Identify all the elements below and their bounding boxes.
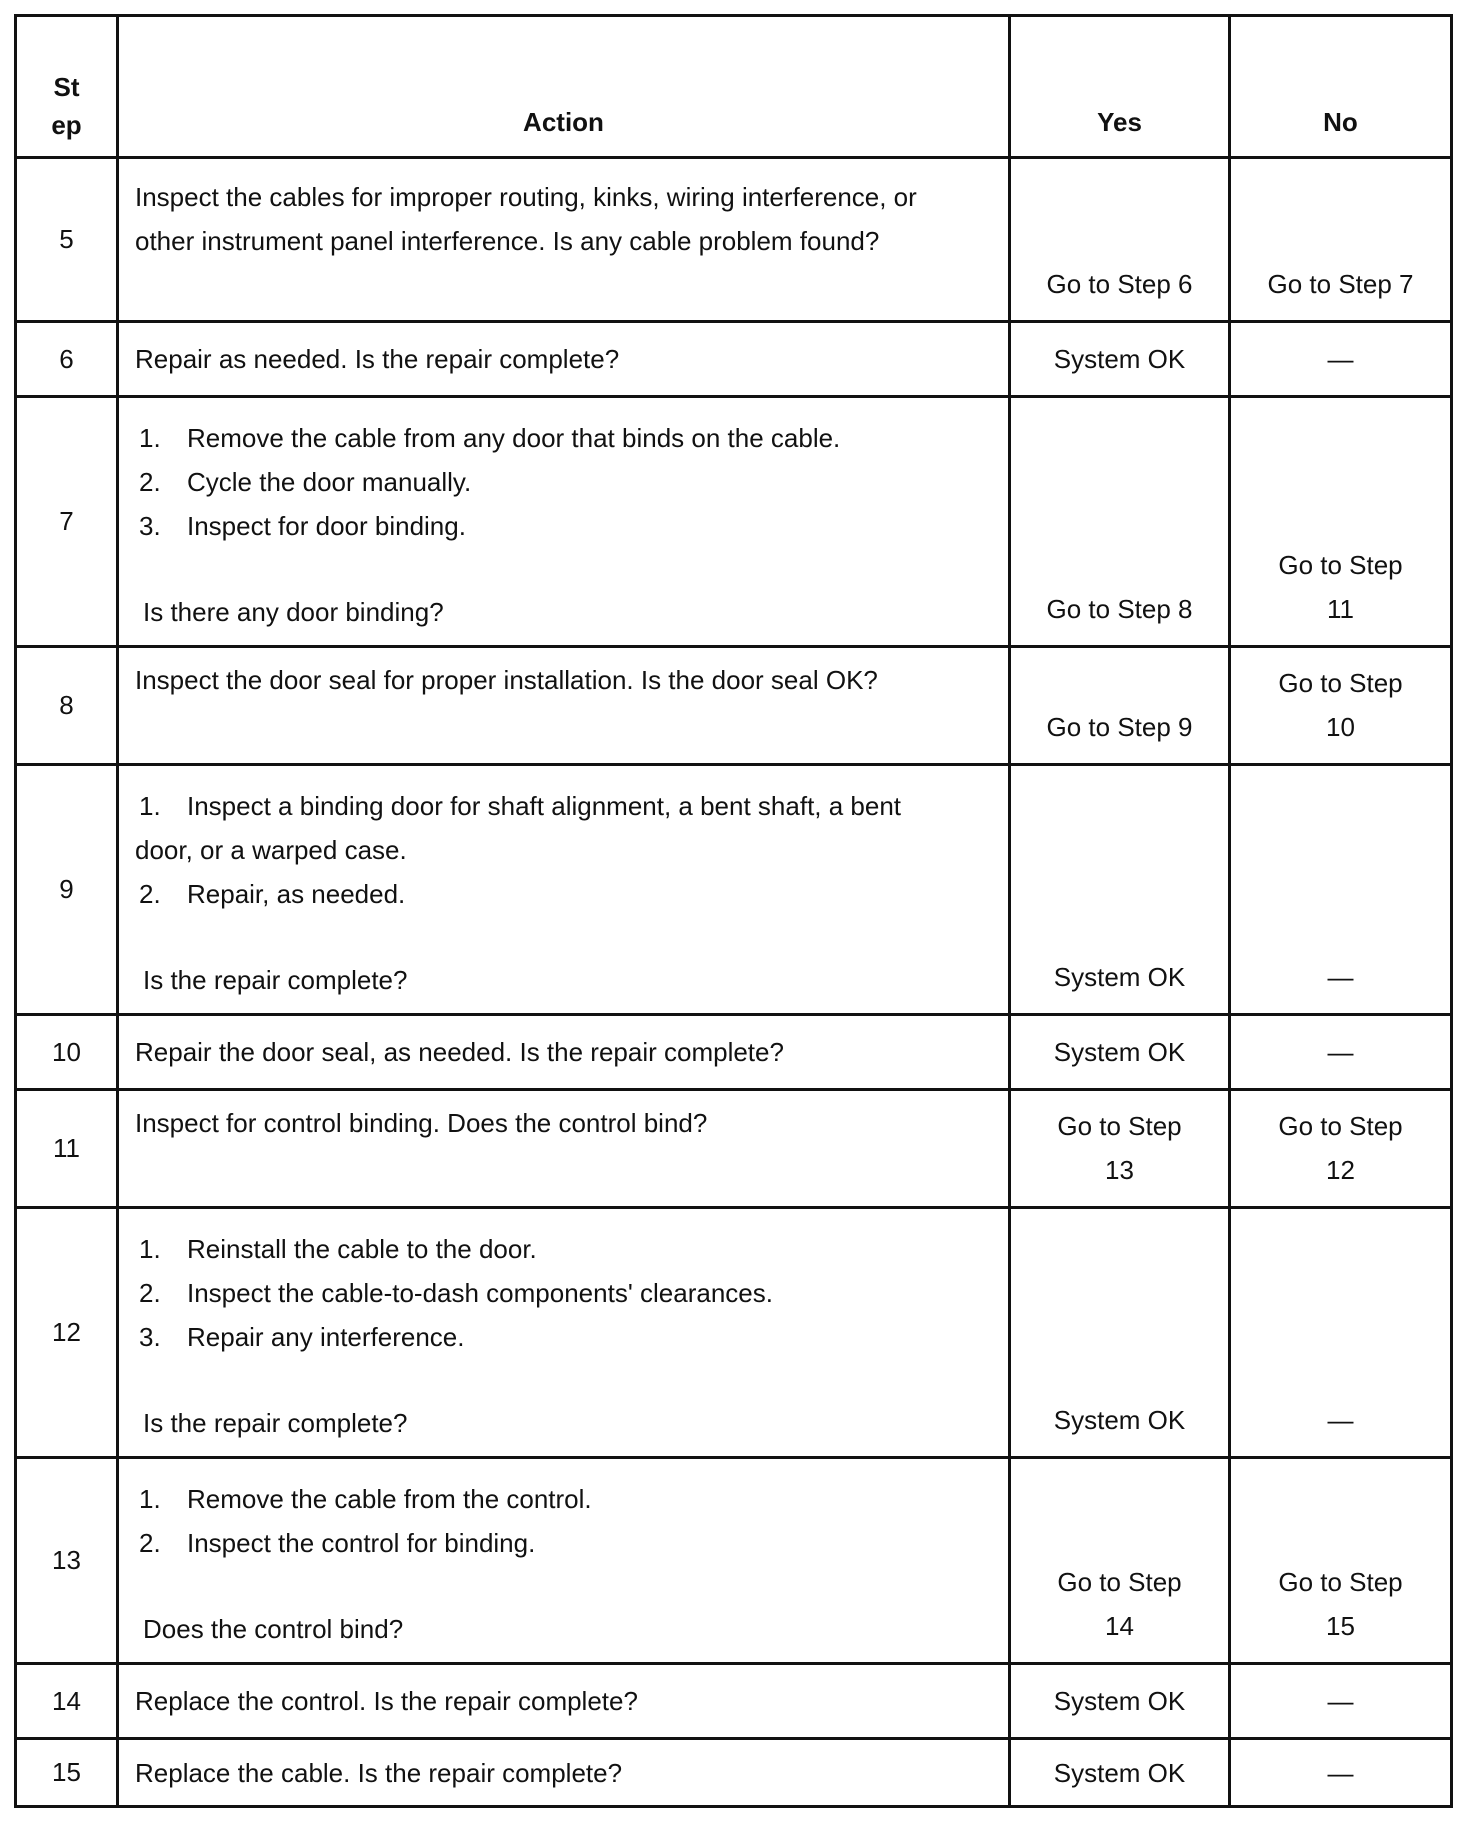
- yes-result: Go to Step 13: [1010, 1090, 1230, 1208]
- header-no: No: [1230, 16, 1452, 158]
- action-steps: [135, 1227, 992, 1359]
- yes-result: Go to Step 8: [1010, 397, 1230, 647]
- step-number: 14: [16, 1664, 118, 1739]
- action-question: Is the repair complete?: [143, 1408, 408, 1438]
- action-text: [118, 158, 1010, 322]
- step-number: 12: [16, 1208, 118, 1458]
- no-result: Go to Step 7: [1230, 158, 1452, 322]
- yes-result: System OK: [1010, 1739, 1230, 1807]
- yes-result: Go to Step 14: [1010, 1458, 1230, 1664]
- action-text: [118, 397, 1010, 647]
- table-row: [16, 1090, 1452, 1208]
- no-result: —: [1230, 322, 1452, 397]
- action-text: [118, 1208, 1010, 1458]
- action-question: Is there any door binding?: [143, 597, 444, 627]
- step-number: 9: [16, 765, 118, 1015]
- step-number: 10: [16, 1015, 118, 1090]
- no-result: —: [1230, 1739, 1452, 1807]
- step-number: 13: [16, 1458, 118, 1664]
- action-text: Inspect for control binding. Does the control bind?: [118, 1090, 1010, 1208]
- header-action: Action: [118, 16, 1010, 158]
- list-item: 3. Inspect for door binding.: [139, 511, 466, 541]
- no-result: —: [1230, 1015, 1452, 1090]
- action-text: Inspect the door seal for proper installation. Is the door seal OK?: [118, 647, 1010, 765]
- step-number: 6: [16, 322, 118, 397]
- step-number: 5: [16, 158, 118, 322]
- header-step-label: St ep: [51, 72, 82, 140]
- step-number: 8: [16, 647, 118, 765]
- action-question: Is the repair complete?: [143, 965, 408, 995]
- table-row: [16, 322, 1452, 397]
- table-row: [16, 1208, 1452, 1458]
- action-question: Does the control bind?: [143, 1614, 404, 1644]
- table-row: [16, 1015, 1452, 1090]
- yes-result: Go to Step 9: [1010, 647, 1230, 765]
- list-item: 2. Cycle the door manually.: [139, 467, 472, 497]
- list-item: 2. Repair, as needed.: [139, 879, 406, 909]
- action-text: Repair the door seal, as needed. Is the repair complete?: [118, 1015, 1010, 1090]
- action-steps: [135, 1477, 992, 1565]
- step-number: 7: [16, 397, 118, 647]
- action-paragraph: Inspect the cables for improper routing, kinks, wiring interference, or other instrument panel interference. Is any cable problem found?: [135, 182, 917, 256]
- table-row: [16, 1458, 1452, 1664]
- list-item: 1. Remove the cable from any door that binds on the cable.: [139, 423, 841, 453]
- action-text: Replace the control. Is the repair complete?: [118, 1664, 1010, 1739]
- step-number: 11: [16, 1090, 118, 1208]
- no-result: —: [1230, 1664, 1452, 1739]
- yes-result: System OK: [1010, 1015, 1230, 1090]
- yes-result: System OK: [1010, 1208, 1230, 1458]
- no-result: Go to Step 11: [1230, 397, 1452, 647]
- action-steps: [135, 784, 915, 916]
- step-number: 15: [16, 1739, 118, 1807]
- action-text: Replace the cable. Is the repair complete?: [118, 1739, 1010, 1807]
- table-row: [16, 1664, 1452, 1739]
- header-row: [16, 16, 1452, 158]
- list-item: 3. Repair any interference.: [139, 1322, 465, 1352]
- table-row: [16, 765, 1452, 1015]
- header-step: [16, 16, 118, 158]
- yes-result: System OK: [1010, 1664, 1230, 1739]
- list-item: 2. Inspect the control for binding.: [139, 1528, 536, 1558]
- diagnostic-table: [14, 14, 1453, 1808]
- no-result: Go to Step 12: [1230, 1090, 1452, 1208]
- no-result: Go to Step 10: [1230, 647, 1452, 765]
- no-result: —: [1230, 1208, 1452, 1458]
- list-item: 1. Reinstall the cable to the door.: [139, 1234, 537, 1264]
- action-text: Repair as needed. Is the repair complete?: [118, 322, 1010, 397]
- yes-result: Go to Step 6: [1010, 158, 1230, 322]
- table-row: [16, 1739, 1452, 1807]
- list-item: 2. Inspect the cable-to-dash components' clearances.: [139, 1278, 773, 1308]
- no-result: Go to Step 15: [1230, 1458, 1452, 1664]
- list-item: 1. Remove the cable from the control.: [139, 1484, 592, 1514]
- action-text: [118, 765, 1010, 1015]
- no-result: —: [1230, 765, 1452, 1015]
- table-row: [16, 158, 1452, 322]
- action-text: [118, 1458, 1010, 1664]
- table-row: [16, 647, 1452, 765]
- yes-result: System OK: [1010, 765, 1230, 1015]
- header-yes: Yes: [1010, 16, 1230, 158]
- list-item: 1. Inspect a binding door for shaft alignment, a bent shaft, a bent door, or a warped case.: [135, 791, 902, 865]
- table-row: [16, 397, 1452, 647]
- yes-result: System OK: [1010, 322, 1230, 397]
- action-steps: [135, 416, 992, 548]
